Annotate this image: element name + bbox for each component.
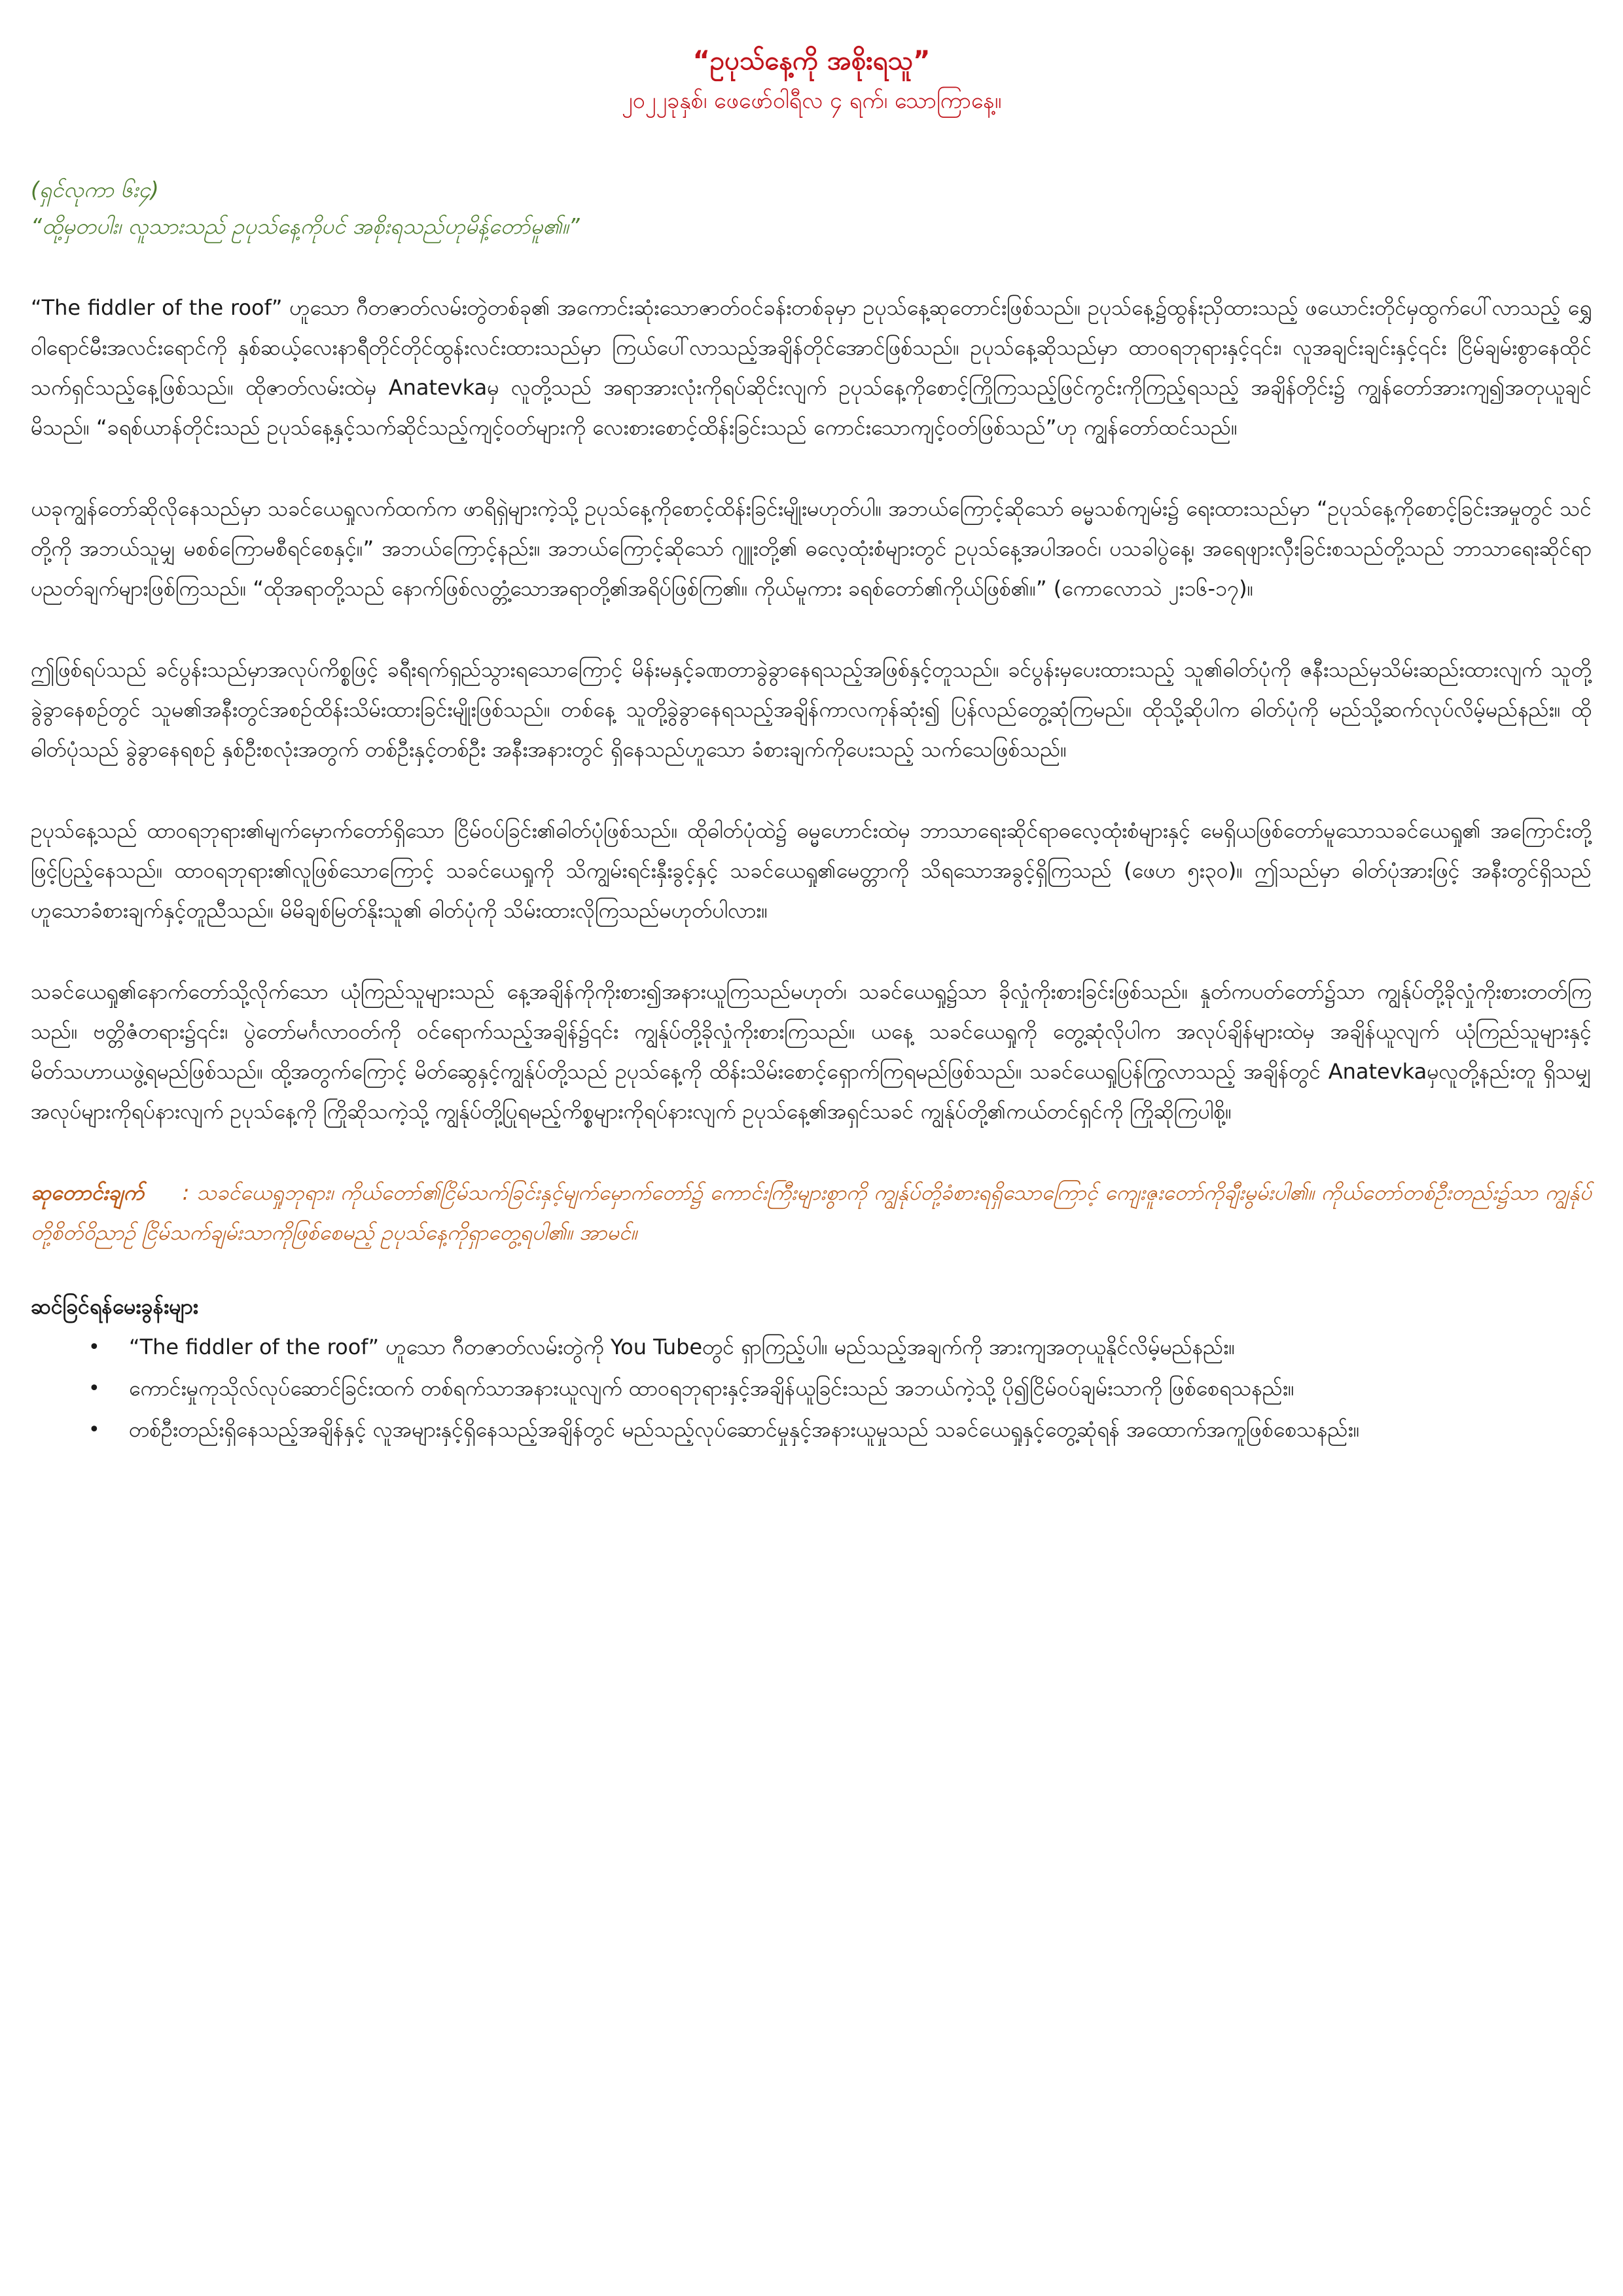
- page-header: [0, 0, 1623, 120]
- questions-list: [31, 1327, 1592, 1450]
- prayer-section: [31, 1173, 1592, 1253]
- body-paragraph: သခင်ယေရှု၏နောက်တော်သို့လိုက်သော ယုံကြည်သူများသည် နေ့အချိန်ကိုကိုးစား၍အနားယူကြသည်မဟုတ်၊ သခင်ယေရှု၌သာ ခိုလှုံကိုးစားခြင်းဖြစ်သည်။ နှုတ်ကပတ်တော်၌သာ ကျွန်ုပ်တို့ခိုလှုံကိုးစားတတ်ကြသည်။ ဗတ္တိဇံတရား၌၎င်း၊ ပွဲတော်မင်္ဂလာဝတ်ကို ဝင်ရောက်သည့်အချိန်၌၎င်း ကျွန်ုပ်တို့ခိုလှုံကိုးစားကြသည်။ ယနေ့ သခင်ယေရှုကို တွေ့ဆုံလိုပါက အလုပ်ချိန်များထဲမှ အချိန်ယူလျက် ယုံကြည်သူများနှင့်မိတ်သဟာယဖွဲ့ရမည်ဖြစ်သည်။ ထို့အတွက်ကြောင့် မိတ်ဆွေနှင့်ကျွန်ုပ်တို့သည် ဥပုသ်နေ့ကို ထိန်းသိမ်းစောင့်ရှောက်ကြရမည်ဖြစ်သည်။ သခင်ယေရှုပြန်ကြွလာသည့် အချိန်တွင် Anatevkaမှလူတို့နည်းတူ ရှိသမျှအလုပ်များကိုရပ်နားလျက် ဥပုသ်နေ့ကို ကြိုဆိုသကဲ့သို့ ကျွန်ုပ်တို့ပြုရမည့်ကိစ္စများကိုရပ်နားလျက် ဥပုသ်နေ့၏အရှင်သခင် ကျွန်ုပ်တို့၏ကယ်တင်ရှင်ကို ကြိုဆိုကြပါစို့။: [31, 979, 1592, 1124]
- verse-reference: (ရှင်လုကာ ၆း၄): [31, 177, 159, 202]
- page-date: ၂၀၂၂ခုနှစ်၊ ဖေဖော်ဝါရီလ ၄ ရက်၊ သောကြာနေ့။: [621, 88, 1002, 114]
- question-item: [31, 1369, 1592, 1408]
- page-body: [31, 288, 1592, 1451]
- prayer-text: : သခင်ယေရှုဘုရား၊ ကိုယ်တော်၏ငြိမ်သက်ခြင်းနှင့်မျက်မှောက်တော်၌ ကောင်းကြီးများစွာကို ကျွန်ုပ်တို့ခံစားရရှိသောကြောင့် ကျေးဇူးတော်ကိုချီးမွမ်းပါ၏။ ကိုယ်တော်တစ်ဦးတည်း၌သာ ကျွန်ုပ်တို့စိတ်ဝိညာဉ် ငြိမ်သက်ချမ်းသာကိုဖြစ်စေမည့် ဥပုသ်နေ့ကိုရှာတွေ့ရပါ၏။ အာမင်။: [31, 1180, 1592, 1245]
- body-paragraph: “The fiddler of the roof” ဟူသော ဂီတဇာတ်လမ်းတွဲတစ်ခု၏ အကောင်းဆုံးသောဇာတ်ဝင်ခန်းတစ်ခုမှာ ဥပုသ်နေ့ဆုတောင်းဖြစ်သည်။ ဥပုသ်နေ့၌ထွန်းညှိထားသည့် ဖယောင်းတိုင်မှထွက်ပေါ်လာသည့် ရွှေဝါရောင်မီးအလင်းရောင်ကို နှစ်ဆယ့်လေးနာရီတိုင်တိုင်ထွန်းလင်းထားသည်မှာ ကြယ်ပေါ်လာသည့်အချိန်တိုင်အောင်ဖြစ်သည်။ ဥပုသ်နေ့ဆိုသည်မှာ ထာဝရဘုရားနှင့်၎င်း၊ လူအချင်းချင်းနှင့်၎င်း ငြိမ်ချမ်းစွာနေထိုင်သက်ရှင်သည့်နေ့ဖြစ်သည်။ ထိုဇာတ်လမ်းထဲမှ Anatevkaမှ လူတို့သည် အရာအားလုံးကိုရပ်ဆိုင်းလျက် ဥပုသ်နေ့ကိုစောင့်ကြိုကြသည့်ဖြင်ကွင်းကိုကြည့်ရသည့် အချိန်တိုင်း၌ ကျွန်တော်အားကျ၍အတုယူချင်မိသည်။ “ခရစ်ယာန်တိုင်းသည် ဥပုသ်နေ့နှင့်သက်ဆိုင်သည့်ကျင့်ဝတ်များကို လေးစားစောင့်ထိန်းခြင်းသည် ကောင်းသောကျင့်ဝတ်ဖြစ်သည်”ဟု ကျွန်တော်ထင်သည်။: [31, 295, 1592, 440]
- questions-heading: ဆင်ခြင်ရန်မေးခွန်းများ: [31, 1294, 198, 1319]
- bullet-icon: •: [88, 1418, 100, 1441]
- verse-text: “ထို့မှတပါး၊ လူသားသည် ဥပုသ်နေ့ကိုပင် အစိုးရသည်ဟုမိန့်တော်မူ၏။”: [31, 213, 580, 239]
- body-paragraph: ယခုကျွန်တော်ဆိုလိုနေသည်မှာ သခင်ယေရှုလက်ထက်က ဖာရိရှဲများကဲ့သို့ ဥပုသ်နေ့ကိုစောင့်ထိန်းခြင်းမျိုးမဟုတ်ပါ။ အဘယ်ကြောင့်ဆိုသော် ဓမ္မသစ်ကျမ်း၌ ရေးထားသည်မှာ “ဥပုသ်နေ့ကိုစောင့်ခြင်းအမှုတွင် သင်တို့ကို အဘယ်သူမျှ မစစ်ကြောမစီရင်စေနှင့်။” အဘယ်ကြောင့်နည်း။ အဘယ်ကြောင့်ဆိုသော် ဂျူးတို့၏ ဓလေ့ထုံးစံများတွင် ဥပုသ်နေ့အပါအဝင်၊ ပသခါပွဲနေ့၊ အရေဖျားလှီးခြင်းစသည်တို့သည် ဘာသာရေးဆိုင်ရာပညတ်ချက်များဖြစ်ကြသည်။ “ထိုအရာတို့သည် နောက်ဖြစ်လတ္တံ့သောအရာတို့၏အရိပ်ဖြစ်ကြ၏။ ကိုယ်မူကား ခရစ်တော်၏ကိုယ်ဖြစ်၏။” (ကောလောသဲ ၂း၁၆-၁၇)။: [31, 496, 1592, 601]
- scripture-verse: [31, 171, 1588, 245]
- question-text: “The fiddler of the roof” ဟူသော ဂီတဇာတ်လမ်းတွဲကို You Tubeတွင် ရှာကြည့်ပါ။ မည်သည့်အချက်ကို အားကျအတုယူနိုင်လိမ့်မည်နည်း။: [129, 1335, 1236, 1359]
- question-item: [31, 1410, 1592, 1450]
- prayer-label: ဆုတောင်းချက်: [31, 1180, 144, 1205]
- body-paragraph: ဥပုသ်နေ့သည် ထာဝရဘုရား၏မျက်မှောက်တော်ရှိသော ငြိမ်ဝပ်ခြင်း၏ဓါတ်ပုံဖြစ်သည်။ ထိုဓါတ်ပုံထဲ၌ ဓမ္မဟောင်းထဲမှ ဘာသာရေးဆိုင်ရာဓလေ့ထုံးစံများနှင့် မေရှိယဖြစ်တော်မူသောသခင်ယေရှု၏ အကြောင်းတို့ဖြင့်ပြည့်နေသည်။ ထာဝရဘုရား၏လူဖြစ်သောကြောင့် သခင်ယေရှုကို သိကျွမ်းရင်းနှီးခွင့်နှင့် သခင်ယေရှု၏မေတ္တာကို သိရသောအခွင့်ရှိကြသည် (ဖေဟ ၅း၃၀)။ ဤသည်မှာ ဓါတ်ပုံအားဖြင့် အနီးတွင်ရှိသည်ဟူသောခံစားချက်နှင့်တူညီသည်။ မိမိချစ်မြတ်နိုးသူ၏ ဓါတ်ပုံကို သိမ်းထားလိုကြသည်မဟုတ်ပါလား။: [31, 818, 1592, 923]
- bullet-icon: •: [88, 1377, 100, 1400]
- page-title: “ဥပုသ်နေ့ကို အစိုးရသူ”: [692, 46, 931, 76]
- body-paragraph: ဤဖြစ်ရပ်သည် ခင်ပွန်းသည်မှာအလုပ်ကိစ္စဖြင့် ခရီးရက်ရှည်သွားရသောကြောင့် မိန်းမနှင့်ခဏတာခွဲခွာနေရသည့်အဖြစ်နှင့်တူသည်။ ခင်ပွန်းမှပေးထားသည့် သူ၏ဓါတ်ပုံကို ဇနီးသည်မှသိမ်းဆည်းထားလျက် သူတို့ခွဲခွာနေစဉ်တွင် သူမ၏အနီးတွင်အစဉ်ထိန်းသိမ်းထားခြင်းမျိုးဖြစ်သည်။ တစ်နေ့ သူတို့ခွဲခွာနေရသည့်အချိန်ကာလကုန်ဆုံး၍ ပြန်လည်တွေ့ဆုံကြမည်။ ထိုသို့ဆိုပါက ဓါတ်ပုံကို မည်သို့ဆက်လုပ်လိမ့်မည်နည်း။ ထိုဓါတ်ပုံသည် ခွဲခွာနေရစဉ် နှစ်ဦးစလုံးအတွက် တစ်ဦးနှင့်တစ်ဦး အနီးအနားတွင် ရှိနေသည်ဟူသော ခံစားချက်ကိုပေးသည့် သက်သေဖြစ်သည်။: [31, 657, 1592, 762]
- bullet-icon: •: [88, 1336, 100, 1359]
- question-text: တစ်ဦးတည်းရှိနေသည့်အချိန်နှင့် လူအများနှင့်ရှိနေသည့်အချိန်တွင် မည်သည့်လုပ်ဆောင်မှုနှင့်အနားယူမှုသည် သခင်ယေရှုနှင့်တွေ့ဆုံရန် အထောက်အကူဖြစ်စေသနည်း။: [129, 1417, 1360, 1442]
- question-text: ကောင်းမှုကုသိုလ်လုပ်ဆောင်ခြင်းထက် တစ်ရက်သာအနားယူလျက် ထာဝရဘုရားနှင့်အချိန်ယူခြင်းသည် အဘယ်ကဲ့သို့ ပို၍ငြိမ်ဝပ်ချမ်းသာကို ဖြစ်စေရသနည်း။: [129, 1376, 1294, 1401]
- question-item: [31, 1327, 1592, 1367]
